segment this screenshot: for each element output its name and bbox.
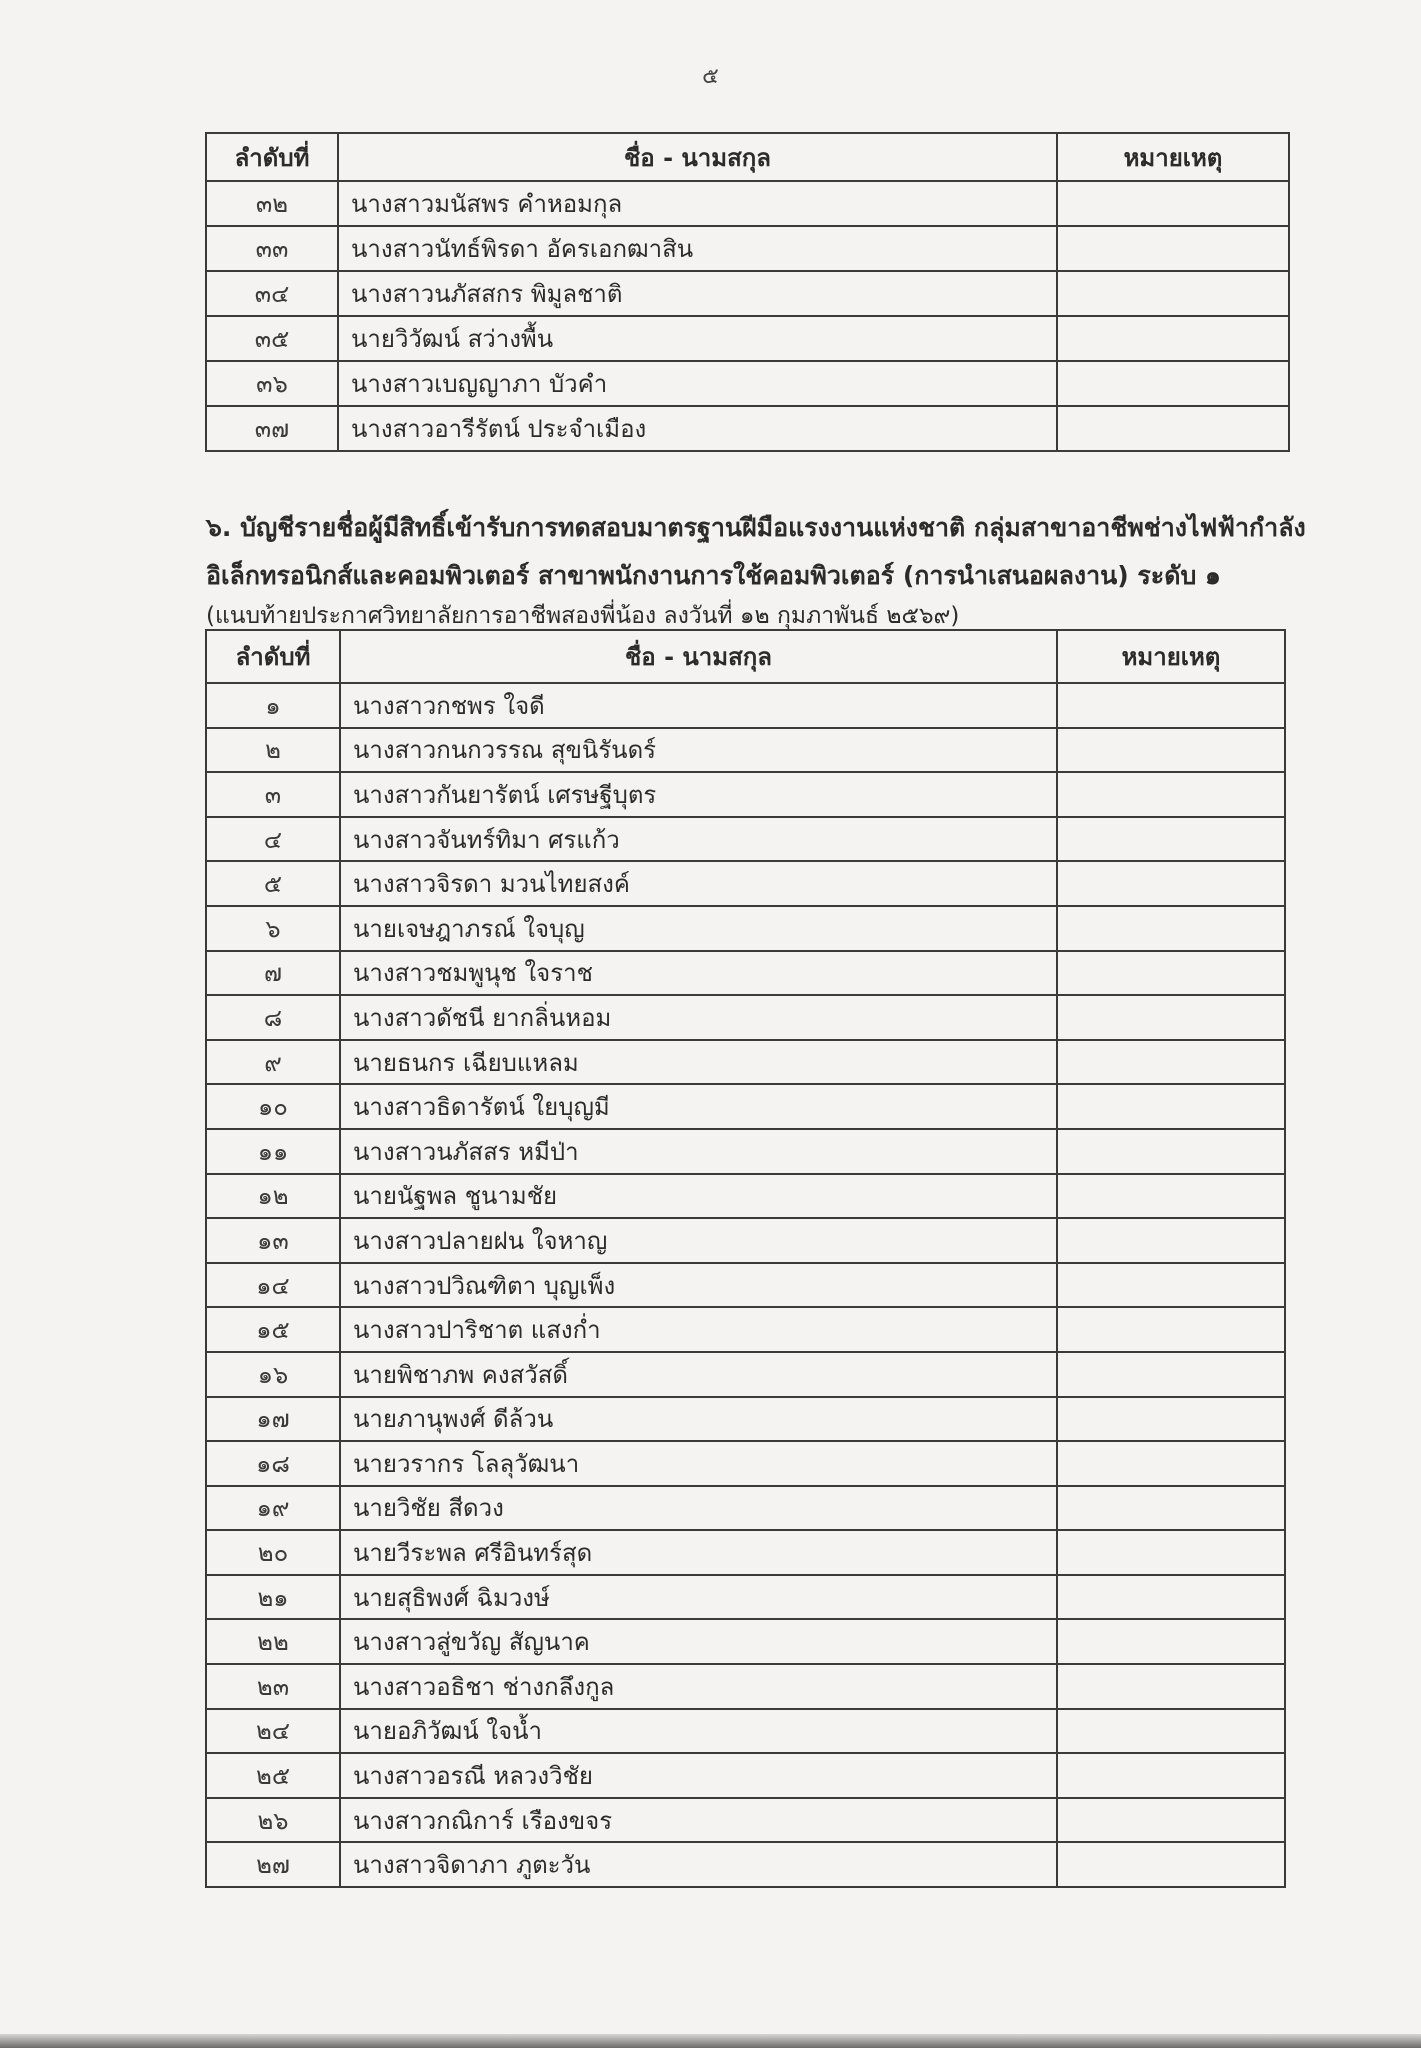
row-remark	[1057, 1397, 1285, 1442]
page-edge-shadow	[0, 2034, 1421, 2048]
row-full-name: นางสาวปวิณฑิตา บุญเพ็ง	[340, 1263, 1057, 1308]
row-number: ๑๒	[206, 1174, 340, 1219]
names-table-continued	[205, 132, 1290, 452]
row-full-name: นางสาวมนัสพร คำหอมกุล	[338, 181, 1057, 226]
row-remark	[1057, 683, 1285, 728]
row-number: ๓๔	[206, 271, 338, 316]
row-remark	[1057, 1530, 1285, 1575]
table-row	[206, 406, 1289, 451]
column-header-no: ลำดับที่	[206, 133, 338, 181]
column-header-name: ชื่อ - นามสกุล	[338, 133, 1057, 181]
row-remark	[1057, 1441, 1285, 1486]
row-full-name: นายภานุพงศ์ ดีล้วน	[340, 1397, 1057, 1442]
row-full-name: นายสุธิพงศ์ ฉิมวงษ์	[340, 1575, 1057, 1620]
row-number: ๗	[206, 951, 340, 996]
row-number: ๔	[206, 817, 340, 862]
row-number: ๒๔	[206, 1709, 340, 1754]
table-row	[206, 1263, 1285, 1308]
column-header-remark: หมายเหตุ	[1057, 630, 1285, 683]
row-full-name: นางสาวนภัสสร หมีป่า	[340, 1129, 1057, 1174]
table-row	[206, 1709, 1285, 1754]
row-number: ๒	[206, 728, 340, 773]
row-number: ๓	[206, 772, 340, 817]
table-row	[206, 861, 1285, 906]
row-full-name: นางสาวกนกวรรณ สุขนิรันดร์	[340, 728, 1057, 773]
row-remark	[1057, 1753, 1285, 1798]
row-number: ๓๖	[206, 361, 338, 406]
row-full-name: นางสาวนัทธ์พิรดา อัครเอกฒาสิน	[338, 226, 1057, 271]
row-number: ๓๕	[206, 316, 338, 361]
table-row	[206, 361, 1289, 406]
row-full-name: นายพิชาภพ คงสวัสดิ์	[340, 1352, 1057, 1397]
row-full-name: นายวิชัย สีดวง	[340, 1486, 1057, 1531]
table-row	[206, 683, 1285, 728]
row-full-name: นางสาวสู่ขวัญ สัญนาค	[340, 1619, 1057, 1664]
row-remark	[1057, 1129, 1285, 1174]
table-row	[206, 1441, 1285, 1486]
table-row	[206, 1486, 1285, 1531]
row-full-name: นางสาวกชพร ใจดี	[340, 683, 1057, 728]
row-full-name: นางสาวจันทร์ทิมา ศรแก้ว	[340, 817, 1057, 862]
row-number: ๓๗	[206, 406, 338, 451]
row-full-name: นางสาวชมพูนุช ใจราช	[340, 951, 1057, 996]
table-row	[206, 906, 1285, 951]
table-row	[206, 817, 1285, 862]
row-full-name: นางสาวนภัสสกร พิมูลชาติ	[338, 271, 1057, 316]
row-remark	[1057, 1619, 1285, 1664]
row-remark	[1057, 1709, 1285, 1754]
table-row	[206, 1575, 1285, 1620]
table-row	[206, 181, 1289, 226]
row-full-name: นายเจษฎาภรณ์ ใจบุญ	[340, 906, 1057, 951]
table-row	[206, 1174, 1285, 1219]
table-row	[206, 1352, 1285, 1397]
row-full-name: นางสาวเบญญาภา บัวคำ	[338, 361, 1057, 406]
column-header-no: ลำดับที่	[206, 630, 340, 683]
row-full-name: นางสาวปลายฝน ใจหาญ	[340, 1218, 1057, 1263]
table-row	[206, 1619, 1285, 1664]
row-full-name: นายวรากร โลลุวัฒนา	[340, 1441, 1057, 1486]
row-full-name: นายอภิวัฒน์ ใจน้ำ	[340, 1709, 1057, 1754]
page-number: ๕	[702, 64, 719, 89]
row-number: ๖	[206, 906, 340, 951]
row-remark	[1057, 1664, 1285, 1709]
row-full-name: นางสาวธิดารัตน์ ใยบุญมี	[340, 1084, 1057, 1129]
row-full-name: นางสาวอธิชา ช่างกลึงกูล	[340, 1664, 1057, 1709]
table-row	[206, 772, 1285, 817]
row-remark	[1057, 1842, 1285, 1887]
row-number: ๑๗	[206, 1397, 340, 1442]
row-remark	[1057, 861, 1285, 906]
row-number: ๒๗	[206, 1842, 340, 1887]
row-remark	[1057, 772, 1285, 817]
row-remark	[1057, 995, 1285, 1040]
table-row	[206, 1307, 1285, 1352]
section-6-heading-line-1: ๖. บัญชีรายชื่อผู้มีสิทธิ์เข้ารับการทดสอบมาตรฐานฝีมือแรงงานแห่งชาติ กลุ่มสาขาอาชีพช่างไฟฟ้ากำลัง	[206, 513, 1306, 542]
table-row	[206, 1218, 1285, 1263]
row-full-name: นางสาวกันยารัตน์ เศรษฐีบุตร	[340, 772, 1057, 817]
row-number: ๑๖	[206, 1352, 340, 1397]
row-number: ๒๒	[206, 1619, 340, 1664]
row-full-name: นายวิวัฒน์ สว่างพื้น	[338, 316, 1057, 361]
row-remark	[1057, 181, 1289, 226]
section-6-heading-line-2: อิเล็กทรอนิกส์และคอมพิวเตอร์ สาขาพนักงานการใช้คอมพิวเตอร์ (การนำเสนอผลงาน) ระดับ ๑	[206, 561, 1221, 590]
row-remark	[1057, 1798, 1285, 1843]
table-row	[206, 1664, 1285, 1709]
row-number: ๑๐	[206, 1084, 340, 1129]
table-row	[206, 951, 1285, 996]
row-number: ๘	[206, 995, 340, 1040]
row-remark	[1057, 1040, 1285, 1085]
row-number: ๒๐	[206, 1530, 340, 1575]
table-row	[206, 1129, 1285, 1174]
row-remark	[1057, 951, 1285, 996]
row-remark	[1057, 271, 1289, 316]
row-remark	[1057, 728, 1285, 773]
row-full-name: นางสาวปาริชาต แสงก่ำ	[340, 1307, 1057, 1352]
row-full-name: นางสาวอารีรัตน์ ประจำเมือง	[338, 406, 1057, 451]
section-6-announcement-note: (แนบท้ายประกาศวิทยาลัยการอาชีพสองพี่น้อง ลงวันที่ ๑๒ กุมภาพันธ์ ๒๕๖๙)	[206, 603, 960, 629]
row-number: ๙	[206, 1040, 340, 1085]
table-row	[206, 1798, 1285, 1843]
row-remark	[1057, 316, 1289, 361]
table-row	[206, 728, 1285, 773]
row-remark	[1057, 1352, 1285, 1397]
table-header-row	[206, 133, 1289, 181]
row-remark	[1057, 1084, 1285, 1129]
row-number: ๑	[206, 683, 340, 728]
row-remark	[1057, 361, 1289, 406]
row-full-name: นายธนกร เฉียบแหลม	[340, 1040, 1057, 1085]
table-row	[206, 995, 1285, 1040]
row-full-name: นายนัฐพล ชูนามชัย	[340, 1174, 1057, 1219]
table-row	[206, 271, 1289, 316]
names-table-section-6	[205, 629, 1286, 1888]
table-row	[206, 226, 1289, 271]
row-number: ๒๓	[206, 1664, 340, 1709]
table-row	[206, 1084, 1285, 1129]
row-remark	[1057, 817, 1285, 862]
row-full-name: นางสาวอรณี หลวงวิชัย	[340, 1753, 1057, 1798]
row-number: ๑๑	[206, 1129, 340, 1174]
row-number: ๕	[206, 861, 340, 906]
row-remark	[1057, 1218, 1285, 1263]
table-row	[206, 1397, 1285, 1442]
row-full-name: นางสาวกณิการ์ เรืองขจร	[340, 1798, 1057, 1843]
row-number: ๒๕	[206, 1753, 340, 1798]
row-remark	[1057, 1575, 1285, 1620]
row-number: ๓๓	[206, 226, 338, 271]
table-row	[206, 1040, 1285, 1085]
row-full-name: นายวีระพล ศรีอินทร์สุด	[340, 1530, 1057, 1575]
table-row	[206, 1842, 1285, 1887]
row-number: ๑๕	[206, 1307, 340, 1352]
row-remark	[1057, 406, 1289, 451]
row-full-name: นางสาวจิดาภา ภูตะวัน	[340, 1842, 1057, 1887]
table-row	[206, 1530, 1285, 1575]
row-remark	[1057, 226, 1289, 271]
row-full-name: นางสาวจิรดา มวนไทยสงค์	[340, 861, 1057, 906]
column-header-remark: หมายเหตุ	[1057, 133, 1289, 181]
row-number: ๑๙	[206, 1486, 340, 1531]
row-remark	[1057, 906, 1285, 951]
row-remark	[1057, 1307, 1285, 1352]
row-number: ๓๒	[206, 181, 338, 226]
row-number: ๑๓	[206, 1218, 340, 1263]
row-number: ๑๔	[206, 1263, 340, 1308]
table-header-row	[206, 630, 1285, 683]
row-number: ๒๖	[206, 1798, 340, 1843]
row-remark	[1057, 1263, 1285, 1308]
row-remark	[1057, 1486, 1285, 1531]
row-remark	[1057, 1174, 1285, 1219]
column-header-name: ชื่อ - นามสกุล	[340, 630, 1057, 683]
row-number: ๑๘	[206, 1441, 340, 1486]
table-row	[206, 1753, 1285, 1798]
row-number: ๒๑	[206, 1575, 340, 1620]
row-full-name: นางสาวดัชนี ยากลิ่นหอม	[340, 995, 1057, 1040]
table-row	[206, 316, 1289, 361]
